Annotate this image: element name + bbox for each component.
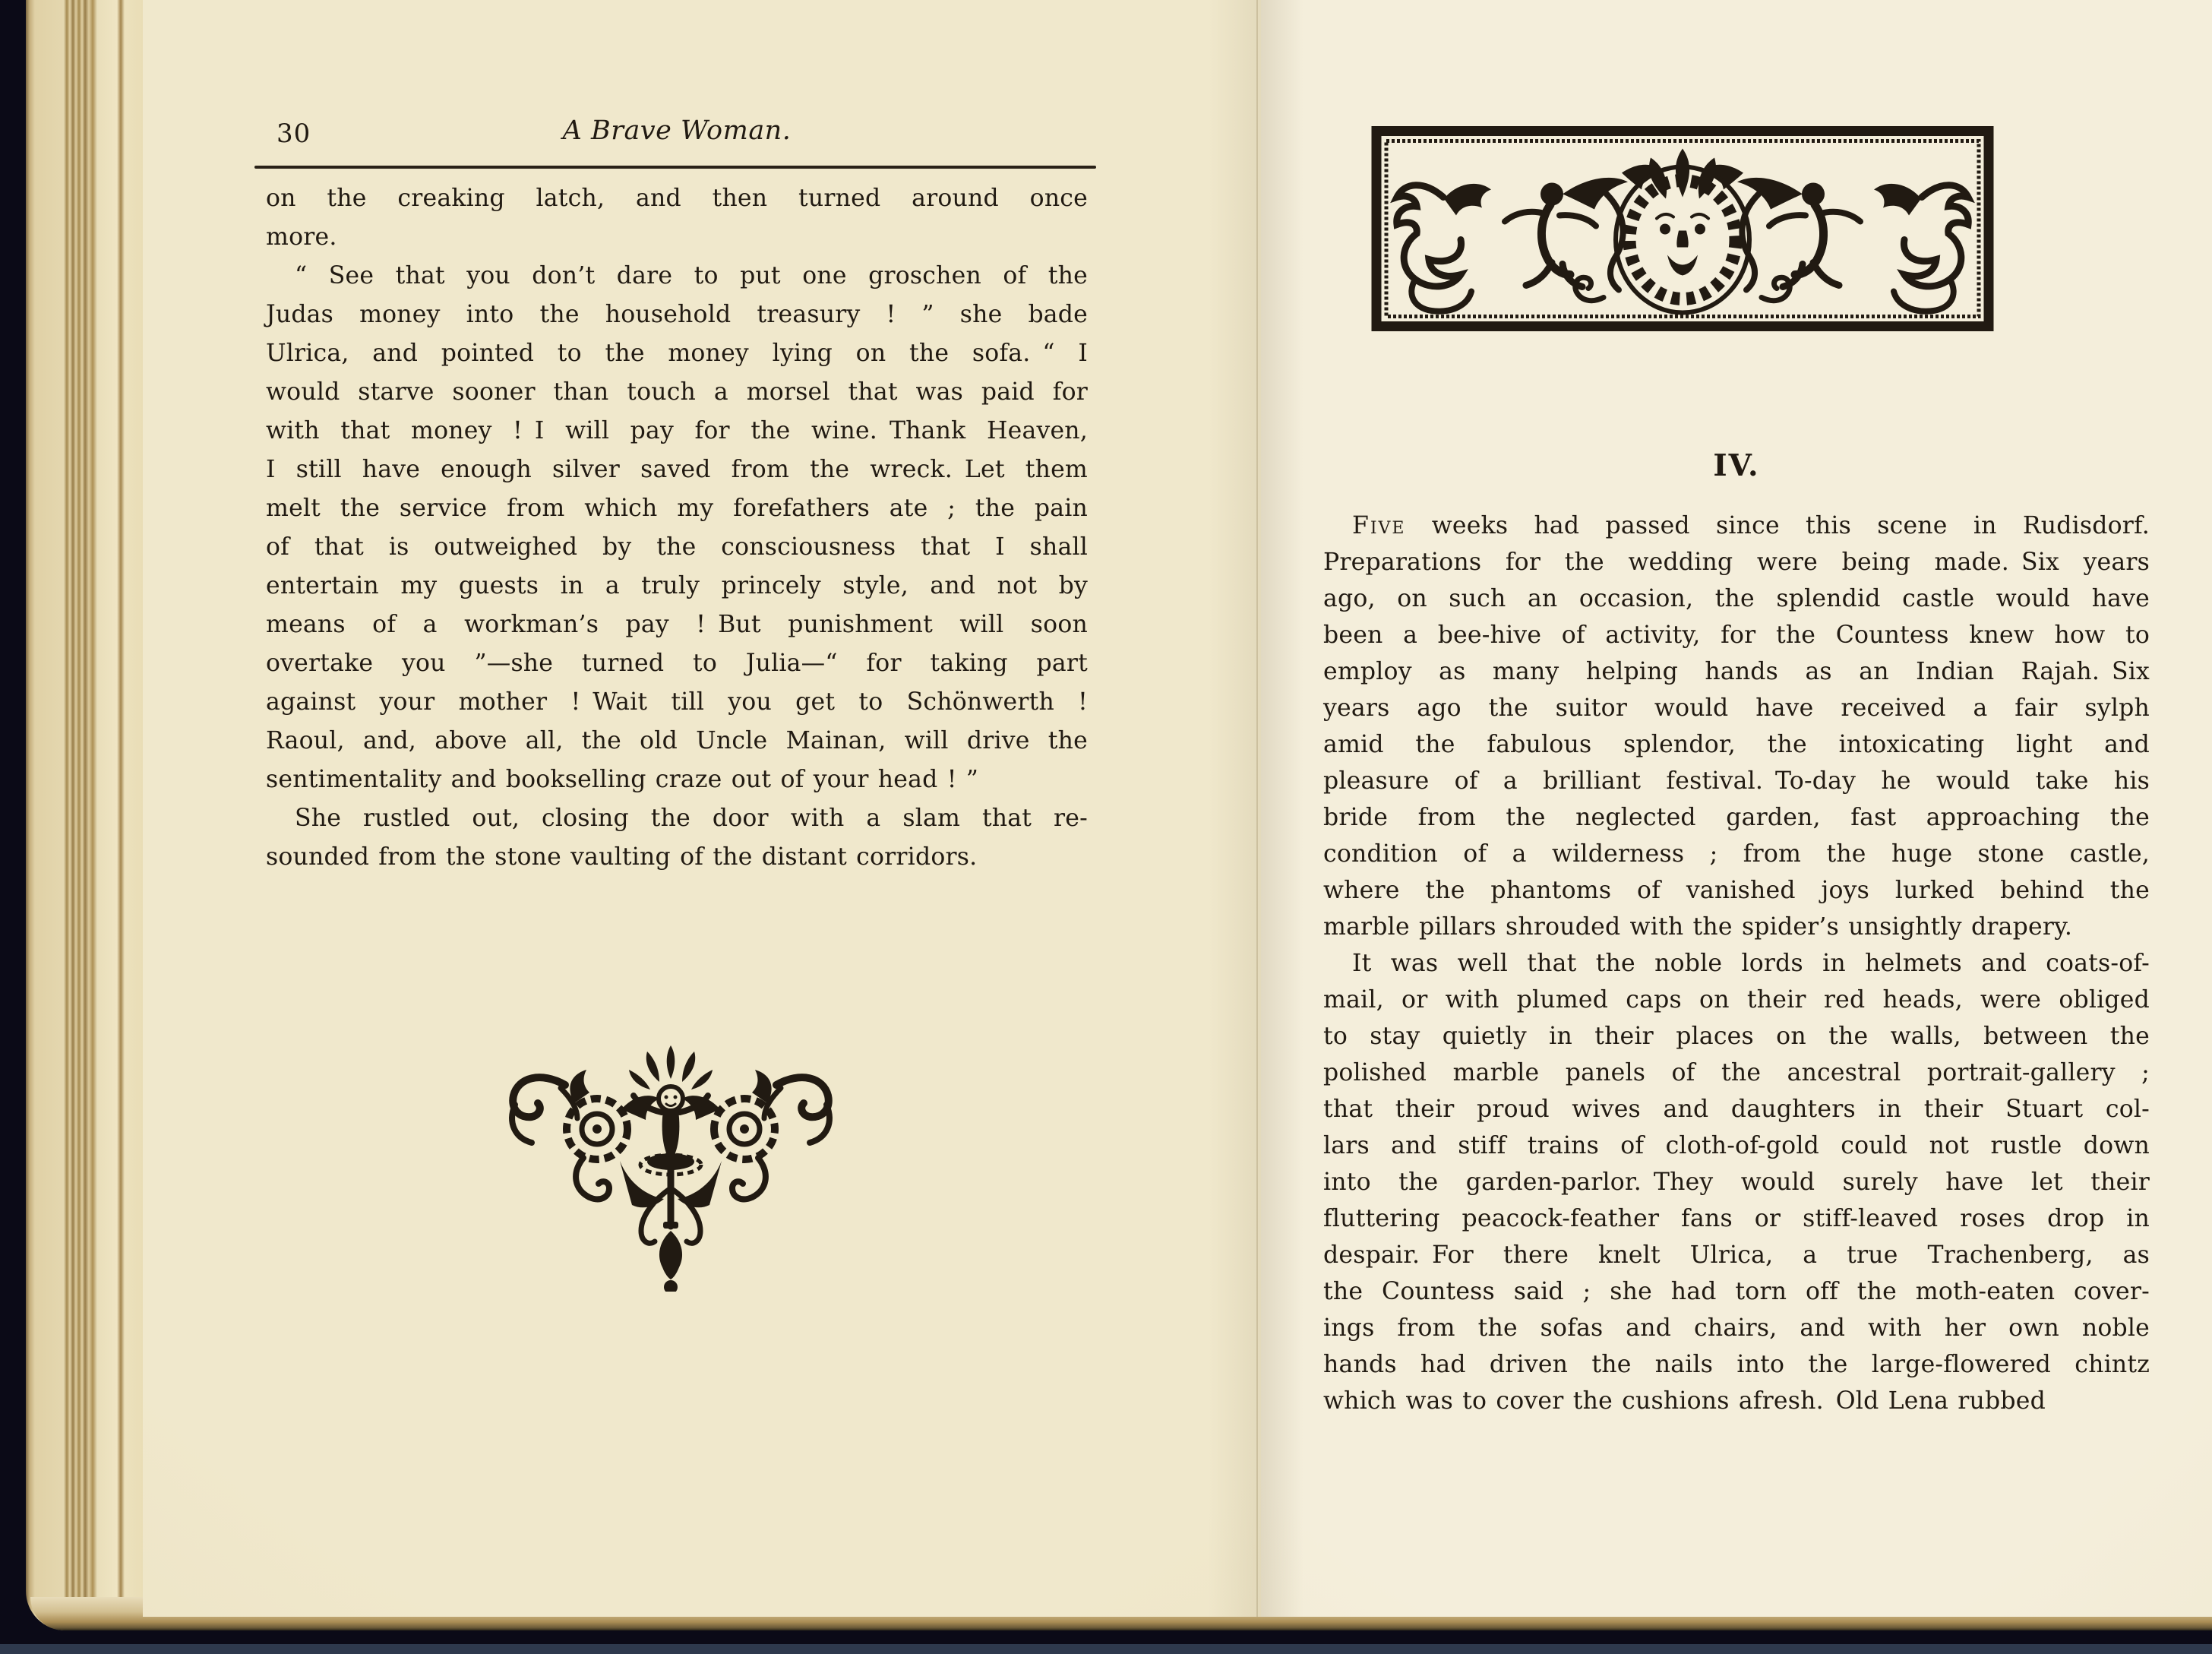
page-edge-stack [26, 0, 143, 1630]
text-line: overtake you ”—she turned to Julia—“ for taking part [266, 650, 1088, 677]
text-line: against your mother ! Wait till you get to Schönwerth ! [266, 688, 1088, 716]
text-line: which was to cover the cushions afresh. Old Lena rubbed [1323, 1387, 2046, 1415]
text-line: ago, on such an occasion, the splendid castle would have [1323, 585, 2150, 612]
text-line: She rustled out, closing the door with a slam that re- [295, 805, 1088, 832]
paragraph [266, 179, 1088, 257]
text-line: of that is outweighed by the consciousness that I shall [266, 533, 1088, 561]
running-title: A Brave Woman. [562, 115, 792, 146]
text-line: melt the service from which my forefathers ate ; the pain [266, 495, 1088, 522]
text-line: sentimentality and bookselling craze out of your head ! ” [266, 766, 979, 793]
text-line: ings from the sofas and chairs, and with her own noble [1323, 1314, 2150, 1342]
right-page-text [1323, 508, 2150, 1419]
left-page-text [266, 179, 1088, 877]
text-line: Preparations for the wedding were being made. Six years [1323, 549, 2150, 576]
text-line: with that money ! I will pay for the wine. Thank Heaven, [266, 417, 1088, 444]
text-line: marble pillars shrouded with the spider’s unsightly drapery. [1323, 913, 2073, 941]
text-line: been a bee-hive of activity, for the Countess knew how to [1323, 621, 2150, 649]
text-line: entertain my guests in a truly princely style, and not by [266, 572, 1088, 599]
book-cover-edge [0, 1644, 2212, 1654]
headpiece-banner-icon [1371, 123, 1994, 334]
paragraph [266, 257, 1088, 799]
text-line: lars and stiff trains of cloth-of-gold could not rustle down [1323, 1132, 2150, 1159]
text-line: the Countess said ; she had torn off the moth-eaten cover- [1323, 1278, 2150, 1305]
text-line: means of a workman’s pay ! But punishment will soon [266, 611, 1088, 638]
text-line: on the creaking latch, and then turned around once [266, 185, 1088, 212]
header-rule [254, 166, 1096, 169]
text-line: would starve sooner than touch a morsel that was paid for [266, 378, 1088, 406]
text-line: employ as many helping hands as an Indian Rajah. Six [1323, 658, 2150, 685]
tailpiece-ornament-icon [492, 1039, 849, 1292]
gutter-crease [1256, 0, 1258, 1617]
text-line: bride from the neglected garden, fast approaching the [1323, 804, 2150, 831]
text-line: sounded from the stone vaulting of the distant corridors. [266, 843, 978, 871]
paragraph [1323, 945, 2150, 1419]
text-line: years ago the suitor would have received a fair sylph [1323, 694, 2150, 722]
text-line: fluttering peacock-feather fans or stiff-leaved roses drop in [1323, 1205, 2150, 1232]
text-line: “ See that you don’t dare to put one groschen of the [295, 262, 1088, 289]
text-line: to stay quietly in their places on the walls, between the [1323, 1023, 2150, 1050]
paragraph [266, 799, 1088, 877]
smallcaps-lead: Five [1352, 512, 1406, 539]
text-line: despair. For there knelt Ulrica, a true Trachenberg, as [1323, 1241, 2150, 1269]
text-line: pleasure of a brilliant festival. To-day he would take his [1323, 767, 2150, 795]
left-page-header [266, 112, 1088, 173]
paragraph [1323, 508, 2150, 945]
text-line: that their proud wives and daughters in their Stuart col- [1323, 1096, 2150, 1123]
text-line: It was well that the noble lords in helmets and coats-of- [1352, 950, 2150, 977]
text-line: hands had driven the nails into the large-flowered chintz [1323, 1351, 2150, 1378]
text-line: polished marble panels of the ancestral portrait-gallery ; [1323, 1059, 2150, 1086]
text-line: into the garden-parlor. They would surely have let their [1323, 1169, 2150, 1196]
text-line: where the phantoms of vanished joys lurked behind the [1323, 877, 2150, 904]
text-line: I still have enough silver saved from the wreck. Let them [266, 456, 1088, 483]
text-line: Judas money into the household treasury ! ” she bade [266, 301, 1088, 328]
text-line: amid the fabulous splendor, the intoxicating light and [1323, 731, 2150, 758]
text-line: Raoul, and, above all, the old Uncle Mainan, will drive the [266, 727, 1088, 754]
text-line: Ulrica, and pointed to the money lying on the sofa. “ I [266, 340, 1088, 367]
text-line: mail, or with plumed caps on their red heads, were obliged [1323, 986, 2150, 1014]
page-number: 30 [276, 119, 311, 149]
text-line: Five weeks had passed since this scene in Rudisdorf. [1352, 512, 2150, 539]
text-line: more. [266, 223, 337, 251]
chapter-heading: IV. [1713, 448, 1760, 483]
text-line: condition of a wilderness ; from the huge stone castle, [1323, 840, 2150, 868]
